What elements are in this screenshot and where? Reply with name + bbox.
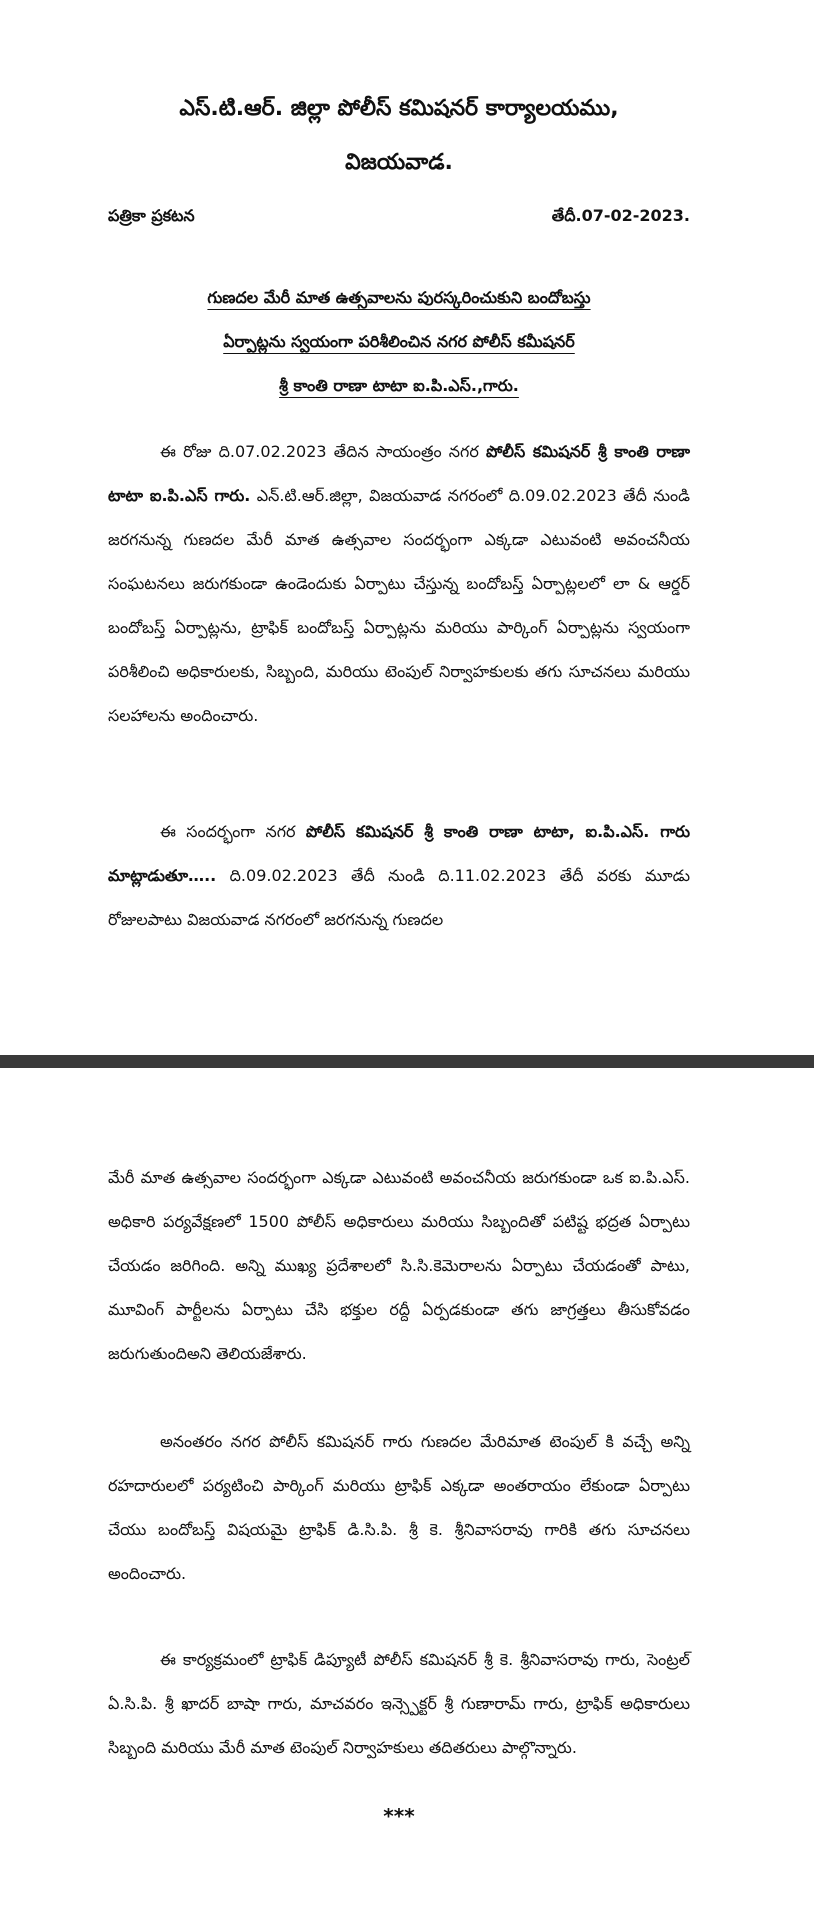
paragraph-1	[108, 430, 690, 738]
paragraph-3: మేరీ మాత ఉత్సవాల సందర్భంగా ఎక్కడా ఎటువంటి అవంచనీయ జరుగకుండా ఒక ఐ.పి.ఎస్. అధికారి పర్యవేక్షణలో 1500 పోలీస్ అధికారులు మరియు సిబ్బందితో పటిష్ట భద్రత ఏర్పాటు చేయడం జరిగింది. అన్ని ముఖ్య ప్రదేశాలలో సి.సి.కెమెరాలను ఏర్పాటు చేయడంతో పాటు, మూవింగ్ పార్టీలను ఏర్పాటు చేసి భక్తుల రద్దీ ఏర్పడకుండా తగు జాగ్రత్తలు తీసుకోవడం జరుగుతుందిఅని తెలియజేశారు.	[108, 1168, 690, 1363]
paragraph-1-bold: పోలీస్ కమిషనర్ శ్రీ కాంతి రాణా టాటా ఐ.పి.ఎస్ గారు.	[108, 442, 690, 505]
press-row	[108, 206, 690, 229]
paragraph-2-start: ఈ సందర్భంగా నగర	[160, 822, 306, 841]
press-release-label: పత్రికా ప్రకటన	[108, 206, 195, 225]
paragraph-1-end: ఎన్.టి.ఆర్.జిల్లా, విజయవాడ నగరంలో ది.09.02.2023 తేదీ నుండి జరగనున్న గుణదల మేరీ మాత ఉత్సవాల సందర్భంగా ఎక్కడా ఎటువంటి అవంచనీయ సంఘటనలు జరుగకుండా ఉండెందుకు ఏర్పాటు చేస్తున్న బందోబస్త్ ఏర్పాట్లలలో లా & ఆర్డర్ బందోబస్త్ ఏర్పాట్లను, ట్రాఫిక్ బందోబస్త్ ఏర్పాట్లను మరియు పార్కింగ్ ఏర్పాట్లను స్వయంగా పరిశీలించి అధికారులకు, సిబ్బంది, మరియు టెంపుల్ నిర్వాహకులకు తగు సూచనలు మరియు సలహాలను అందించారు.	[108, 486, 691, 725]
paragraph-2	[108, 810, 690, 942]
paragraph-1-start: ఈ రోజు ది.07.02.2023 తేదిన సాయంత్రం నగర	[160, 442, 486, 461]
paragraph-2-end: ది.09.02.2023 తేదీ నుండి ది.11.02.2023 తేదీ వరకు మూడు రోజులపాటు విజయవాడ నగరంలో జరగనున్న గుణదల	[108, 866, 690, 929]
headline-line-3: శ్రీ కాంతి రాణా టాటా ఐ.పి.ఎస్.,గారు.	[279, 376, 519, 395]
end-marker: ***	[383, 1804, 415, 1828]
paragraph-2-bold: పోలీస్ కమిషనర్ శ్రీ కాంతి రాణా టాటా, ఐ.పి.ఎస్. గారు మాట్లాడుతూ…..	[108, 822, 690, 885]
paragraph-5: ఈ కార్యక్రమంలో ట్రాఫిక్ డిప్యూటీ పోలీస్ కమిషనర్ శ్రీ కె. శ్రీనివాసరావు గారు, సెంట్రల్ ఏ.సి.పి. శ్రీ ఖాదర్ బాషా గారు, మాచవరం ఇన్స్పెక్టర్ శ్రీ గుణారామ్ గారు, ట్రాఫిక్ అధికారులు సిబ్బంది మరియు మేరీ మాత టెంపుల్ నిర్వాహకులు తదితరులు పాల్గొన్నారు.	[108, 1650, 690, 1757]
office-title: ఎస్.టి.ఆర్. జిల్లా పోలీస్ కమిషనర్ కార్యాలయము,	[179, 96, 619, 121]
headline-line-2: ఏర్పాట్లను స్వయంగా పరిశీలించిన నగర పోలీస్ కమీషనర్	[223, 332, 575, 351]
paragraph-4: అనంతరం నగర పోలీస్ కమిషనర్ గారు గుణదల మేరిమాత టెంపుల్ కి వచ్చే అన్ని రహదారులలో పర్యటించి పార్కింగ్ మరియు ట్రాఫిక్ ఎక్కడా అంతరాయం లేకుండా ఏర్పాటు చేయు బందోబస్త్ విషయమై ట్రాఫిక్ డి.సి.పి. శ్రీ కె. శ్రీనివాసరావు గారికి తగు సూచనలు అందించారు.	[108, 1432, 690, 1583]
office-city: విజయవాడ.	[345, 150, 453, 175]
press-date: తేదీ.07-02-2023.	[551, 206, 690, 225]
headline	[108, 276, 690, 408]
page-separator	[0, 1055, 814, 1068]
headline-line-1: గుణదల మేరీ మాత ఉత్సవాలను పురస్కరించుకుని బందోబస్తు	[207, 288, 591, 307]
